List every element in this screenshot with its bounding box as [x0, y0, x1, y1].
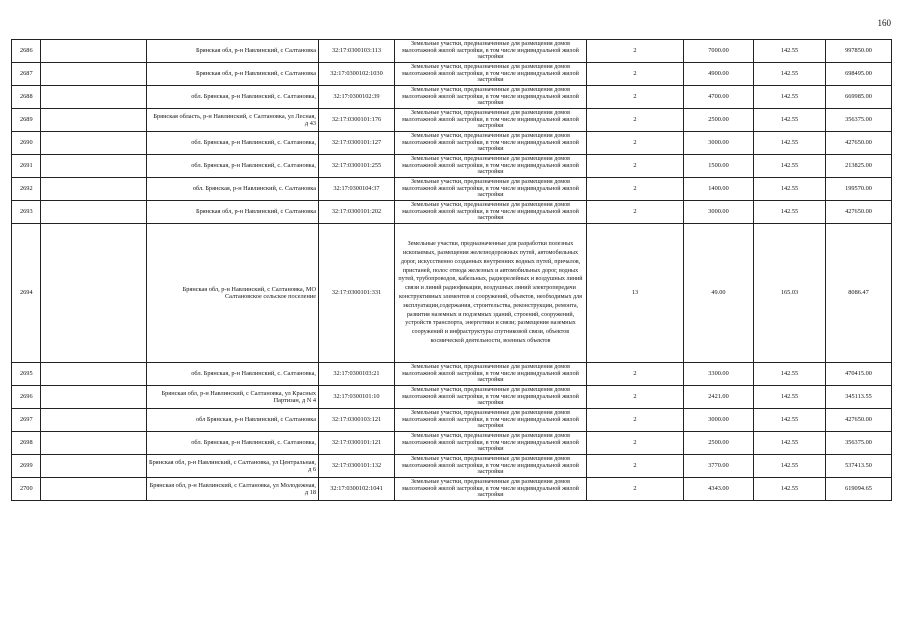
group-cell: 2 — [587, 386, 684, 409]
table-row — [12, 409, 892, 432]
row-number-cell: 2691 — [12, 155, 41, 178]
rate-cell: 142.55 — [754, 132, 826, 155]
row-number-cell: 2700 — [12, 478, 41, 501]
cadastral-number-cell: 32:17:0300101:331 — [319, 224, 395, 363]
cadastral-number-cell: 32:17:0300101:127 — [319, 132, 395, 155]
blank-cell — [41, 386, 147, 409]
cadastral-number-cell: 32:17:0300102:1030 — [319, 63, 395, 86]
address-cell: обл Брянская, р-н Навлинский, с Салтановка — [147, 409, 319, 432]
cadastral-number-cell: 32:17:0300101:10 — [319, 386, 395, 409]
group-cell: 2 — [587, 432, 684, 455]
land-use-cell: Земельные участки, предназначенные для размещения домов малоэтажной жилой застройки, в том числе индивидуальной жилой застройки — [395, 40, 587, 63]
blank-cell — [41, 86, 147, 109]
land-use-cell: Земельные участки, предназначенные для размещения домов малоэтажной жилой застройки, в том числе индивидуальной жилой застройки — [395, 455, 587, 478]
cadastral-number-cell: 32:17:0300101:121 — [319, 432, 395, 455]
land-use-cell: Земельные участки, предназначенные для размещения домов малоэтажной жилой застройки, в том числе индивидуальной жилой застройки — [395, 409, 587, 432]
cadastral-number-cell: 32:17:0300103:113 — [319, 40, 395, 63]
cadastral-value-cell: 427650.00 — [826, 132, 892, 155]
cadastral-number-cell: 32:17:0300103:121 — [319, 409, 395, 432]
blank-cell — [41, 478, 147, 501]
address-cell: Брянская область, р-н Навлинский, с Салтановка, ул Лесная, д 43 — [147, 109, 319, 132]
group-cell: 2 — [587, 86, 684, 109]
row-number-cell: 2687 — [12, 63, 41, 86]
address-cell: Брянская обл, р-н Навлинский, с Салтановка — [147, 40, 319, 63]
blank-cell — [41, 409, 147, 432]
rate-cell: 142.55 — [754, 363, 826, 386]
blank-cell — [41, 155, 147, 178]
area-cell: 2500.00 — [684, 432, 754, 455]
row-number-cell: 2688 — [12, 86, 41, 109]
cadastral-value-table — [11, 39, 892, 501]
blank-cell — [41, 109, 147, 132]
group-cell: 2 — [587, 455, 684, 478]
row-number-cell: 2693 — [12, 201, 41, 224]
row-number-cell: 2698 — [12, 432, 41, 455]
land-use-cell: Земельные участки, предназначенные для размещения домов малоэтажной жилой застройки, в том числе индивидуальной жилой застройки — [395, 109, 587, 132]
land-use-cell: Земельные участки, предназначенные для разработки полезных ископаемых, размещения железнодорожных путей, автомобильных дорог, искусственно созданных внутренних водных путей, причалов, пристаней, полос отвода железных и автомобильных дорог, водных путей, трубопроводов, кабельных, радиорелейных и воздушных линий связи и линий радиофикации, воздушных линий электропередачи конструктивных элементов и сооружений, объектов, необходимых для эксплуатации,содержания, строительства, реконструкции, ремонта, развития наземных и подземных зданий, строений, сооружений, устройств транспорта, энергетики и связи; размещения наземных сооружений и инфраструктуры спутниковой связи, объектов космической деятельности, военных объектов — [395, 224, 587, 363]
cadastral-value-cell: 698495.00 — [826, 63, 892, 86]
row-number-cell: 2690 — [12, 132, 41, 155]
rate-cell: 142.55 — [754, 478, 826, 501]
cadastral-number-cell: 32:17:0300103:21 — [319, 363, 395, 386]
group-cell: 2 — [587, 178, 684, 201]
rate-cell: 142.55 — [754, 201, 826, 224]
address-cell: Брянская обл, р-н Навлинский, с Салтановка, ул Молодежная, д 18 — [147, 478, 319, 501]
group-cell: 2 — [587, 63, 684, 86]
cadastral-value-cell: 537413.50 — [826, 455, 892, 478]
rate-cell: 142.55 — [754, 109, 826, 132]
address-cell: Брянская обл, р-н Навлинский, с Салтановка, МО Салтановское сельское поселение — [147, 224, 319, 363]
land-use-cell: Земельные участки, предназначенные для размещения домов малоэтажной жилой застройки, в том числе индивидуальной жилой застройки — [395, 155, 587, 178]
group-cell: 2 — [587, 409, 684, 432]
blank-cell — [41, 40, 147, 63]
cadastral-value-cell: 213825.00 — [826, 155, 892, 178]
land-use-cell: Земельные участки, предназначенные для размещения домов малоэтажной жилой застройки, в том числе индивидуальной жилой застройки — [395, 478, 587, 501]
row-number-cell: 2694 — [12, 224, 41, 363]
address-cell: обл. Брянская, р-н Навлинский, с. Салтановка, — [147, 363, 319, 386]
area-cell: 4343.00 — [684, 478, 754, 501]
address-cell: обл. Брянская, р-н Навлинский, с. Салтановка — [147, 178, 319, 201]
group-cell: 2 — [587, 478, 684, 501]
group-cell: 2 — [587, 132, 684, 155]
row-number-cell: 2695 — [12, 363, 41, 386]
area-cell: 1500.00 — [684, 155, 754, 178]
cadastral-value-cell: 669985.00 — [826, 86, 892, 109]
blank-cell — [41, 132, 147, 155]
blank-cell — [41, 178, 147, 201]
row-number-cell: 2699 — [12, 455, 41, 478]
blank-cell — [41, 224, 147, 363]
area-cell: 3000.00 — [684, 132, 754, 155]
page-number: 160 — [877, 18, 891, 28]
address-cell: Брянская обл, р-н Навлинский, с Салтановка — [147, 201, 319, 224]
cadastral-value-cell: 199570.00 — [826, 178, 892, 201]
rate-cell: 142.55 — [754, 63, 826, 86]
address-cell: Брянская обл, р-н Навлинский, с Салтановка, ул Красных Партизан, д N 4 — [147, 386, 319, 409]
table-row — [12, 201, 892, 224]
table-row — [12, 155, 892, 178]
area-cell: 3000.00 — [684, 409, 754, 432]
row-number-cell: 2686 — [12, 40, 41, 63]
land-use-cell: Земельные участки, предназначенные для размещения домов малоэтажной жилой застройки, в том числе индивидуальной жилой застройки — [395, 63, 587, 86]
table-row — [12, 109, 892, 132]
cadastral-value-cell: 8086.47 — [826, 224, 892, 363]
rate-cell: 142.55 — [754, 155, 826, 178]
cadastral-value-cell: 997850.00 — [826, 40, 892, 63]
table-row — [12, 455, 892, 478]
rate-cell: 142.55 — [754, 40, 826, 63]
blank-cell — [41, 201, 147, 224]
cadastral-number-cell: 32:17:0300102:39 — [319, 86, 395, 109]
table-body — [12, 40, 892, 501]
address-cell: обл. Брянская, р-н Навлинский, с. Салтановка, — [147, 86, 319, 109]
cadastral-value-cell: 619094.65 — [826, 478, 892, 501]
address-cell: Брянская обл, р-н Навлинский, с Салтановка — [147, 63, 319, 86]
table-row — [12, 63, 892, 86]
address-cell: обл. Брянская, р-н Навлинский, с. Салтановка, — [147, 155, 319, 178]
group-cell: 2 — [587, 40, 684, 63]
area-cell: 2421.00 — [684, 386, 754, 409]
group-cell: 2 — [587, 109, 684, 132]
area-cell: 1400.00 — [684, 178, 754, 201]
group-cell: 2 — [587, 201, 684, 224]
rate-cell: 142.55 — [754, 409, 826, 432]
cadastral-value-cell: 427650.00 — [826, 201, 892, 224]
area-cell: 4700.00 — [684, 86, 754, 109]
cadastral-value-cell: 427650.00 — [826, 409, 892, 432]
land-use-cell: Земельные участки, предназначенные для размещения домов малоэтажной жилой застройки, в том числе индивидуальной жилой застройки — [395, 132, 587, 155]
land-use-cell: Земельные участки, предназначенные для размещения домов малоэтажной жилой застройки, в том числе индивидуальной жилой застройки — [395, 86, 587, 109]
blank-cell — [41, 63, 147, 86]
land-use-cell: Земельные участки, предназначенные для размещения домов малоэтажной жилой застройки, в том числе индивидуальной жилой застройки — [395, 386, 587, 409]
area-cell: 3300.00 — [684, 363, 754, 386]
rate-cell: 142.55 — [754, 178, 826, 201]
table-row — [12, 363, 892, 386]
area-cell: 4900.00 — [684, 63, 754, 86]
row-number-cell: 2689 — [12, 109, 41, 132]
row-number-cell: 2692 — [12, 178, 41, 201]
group-cell: 2 — [587, 363, 684, 386]
cadastral-value-cell: 345113.55 — [826, 386, 892, 409]
group-cell: 13 — [587, 224, 684, 363]
area-cell: 3770.00 — [684, 455, 754, 478]
land-use-cell: Земельные участки, предназначенные для размещения домов малоэтажной жилой застройки, в том числе индивидуальной жилой застройки — [395, 178, 587, 201]
table-row — [12, 40, 892, 63]
land-use-cell: Земельные участки, предназначенные для размещения домов малоэтажной жилой застройки, в том числе индивидуальной жилой застройки — [395, 432, 587, 455]
cadastral-value-cell: 356375.00 — [826, 109, 892, 132]
land-use-cell: Земельные участки, предназначенные для размещения домов малоэтажной жилой застройки, в том числе индивидуальной жилой застройки — [395, 201, 587, 224]
blank-cell — [41, 455, 147, 478]
table-row — [12, 132, 892, 155]
table-row — [12, 178, 892, 201]
cadastral-number-cell: 32:17:0300101:176 — [319, 109, 395, 132]
table-row — [12, 224, 892, 363]
rate-cell: 165.03 — [754, 224, 826, 363]
area-cell: 3000.00 — [684, 201, 754, 224]
blank-cell — [41, 363, 147, 386]
cadastral-number-cell: 32:17:0300102:1041 — [319, 478, 395, 501]
blank-cell — [41, 432, 147, 455]
table-row — [12, 386, 892, 409]
area-cell: 2500.00 — [684, 109, 754, 132]
rate-cell: 142.55 — [754, 386, 826, 409]
cadastral-number-cell: 32:17:0300101:255 — [319, 155, 395, 178]
table-row — [12, 86, 892, 109]
cadastral-number-cell: 32:17:0300104:37 — [319, 178, 395, 201]
table-row — [12, 478, 892, 501]
area-cell: 7000.00 — [684, 40, 754, 63]
cadastral-number-cell: 32:17:0300101:202 — [319, 201, 395, 224]
address-cell: обл. Брянская, р-н Навлинский, с. Салтановка, — [147, 432, 319, 455]
cadastral-value-cell: 356375.00 — [826, 432, 892, 455]
address-cell: обл. Брянская, р-н Навлинский, с. Салтановка, — [147, 132, 319, 155]
rate-cell: 142.55 — [754, 455, 826, 478]
row-number-cell: 2697 — [12, 409, 41, 432]
cadastral-number-cell: 32:17:0300101:132 — [319, 455, 395, 478]
rate-cell: 142.55 — [754, 432, 826, 455]
area-cell: 49.00 — [684, 224, 754, 363]
row-number-cell: 2696 — [12, 386, 41, 409]
land-use-cell: Земельные участки, предназначенные для размещения домов малоэтажной жилой застройки, в том числе индивидуальной жилой застройки — [395, 363, 587, 386]
table-row — [12, 432, 892, 455]
cadastral-value-cell: 470415.00 — [826, 363, 892, 386]
address-cell: Брянская обл, р-н Навлинский, с Салтановка, ул Центральная, д 6 — [147, 455, 319, 478]
group-cell: 2 — [587, 155, 684, 178]
rate-cell: 142.55 — [754, 86, 826, 109]
